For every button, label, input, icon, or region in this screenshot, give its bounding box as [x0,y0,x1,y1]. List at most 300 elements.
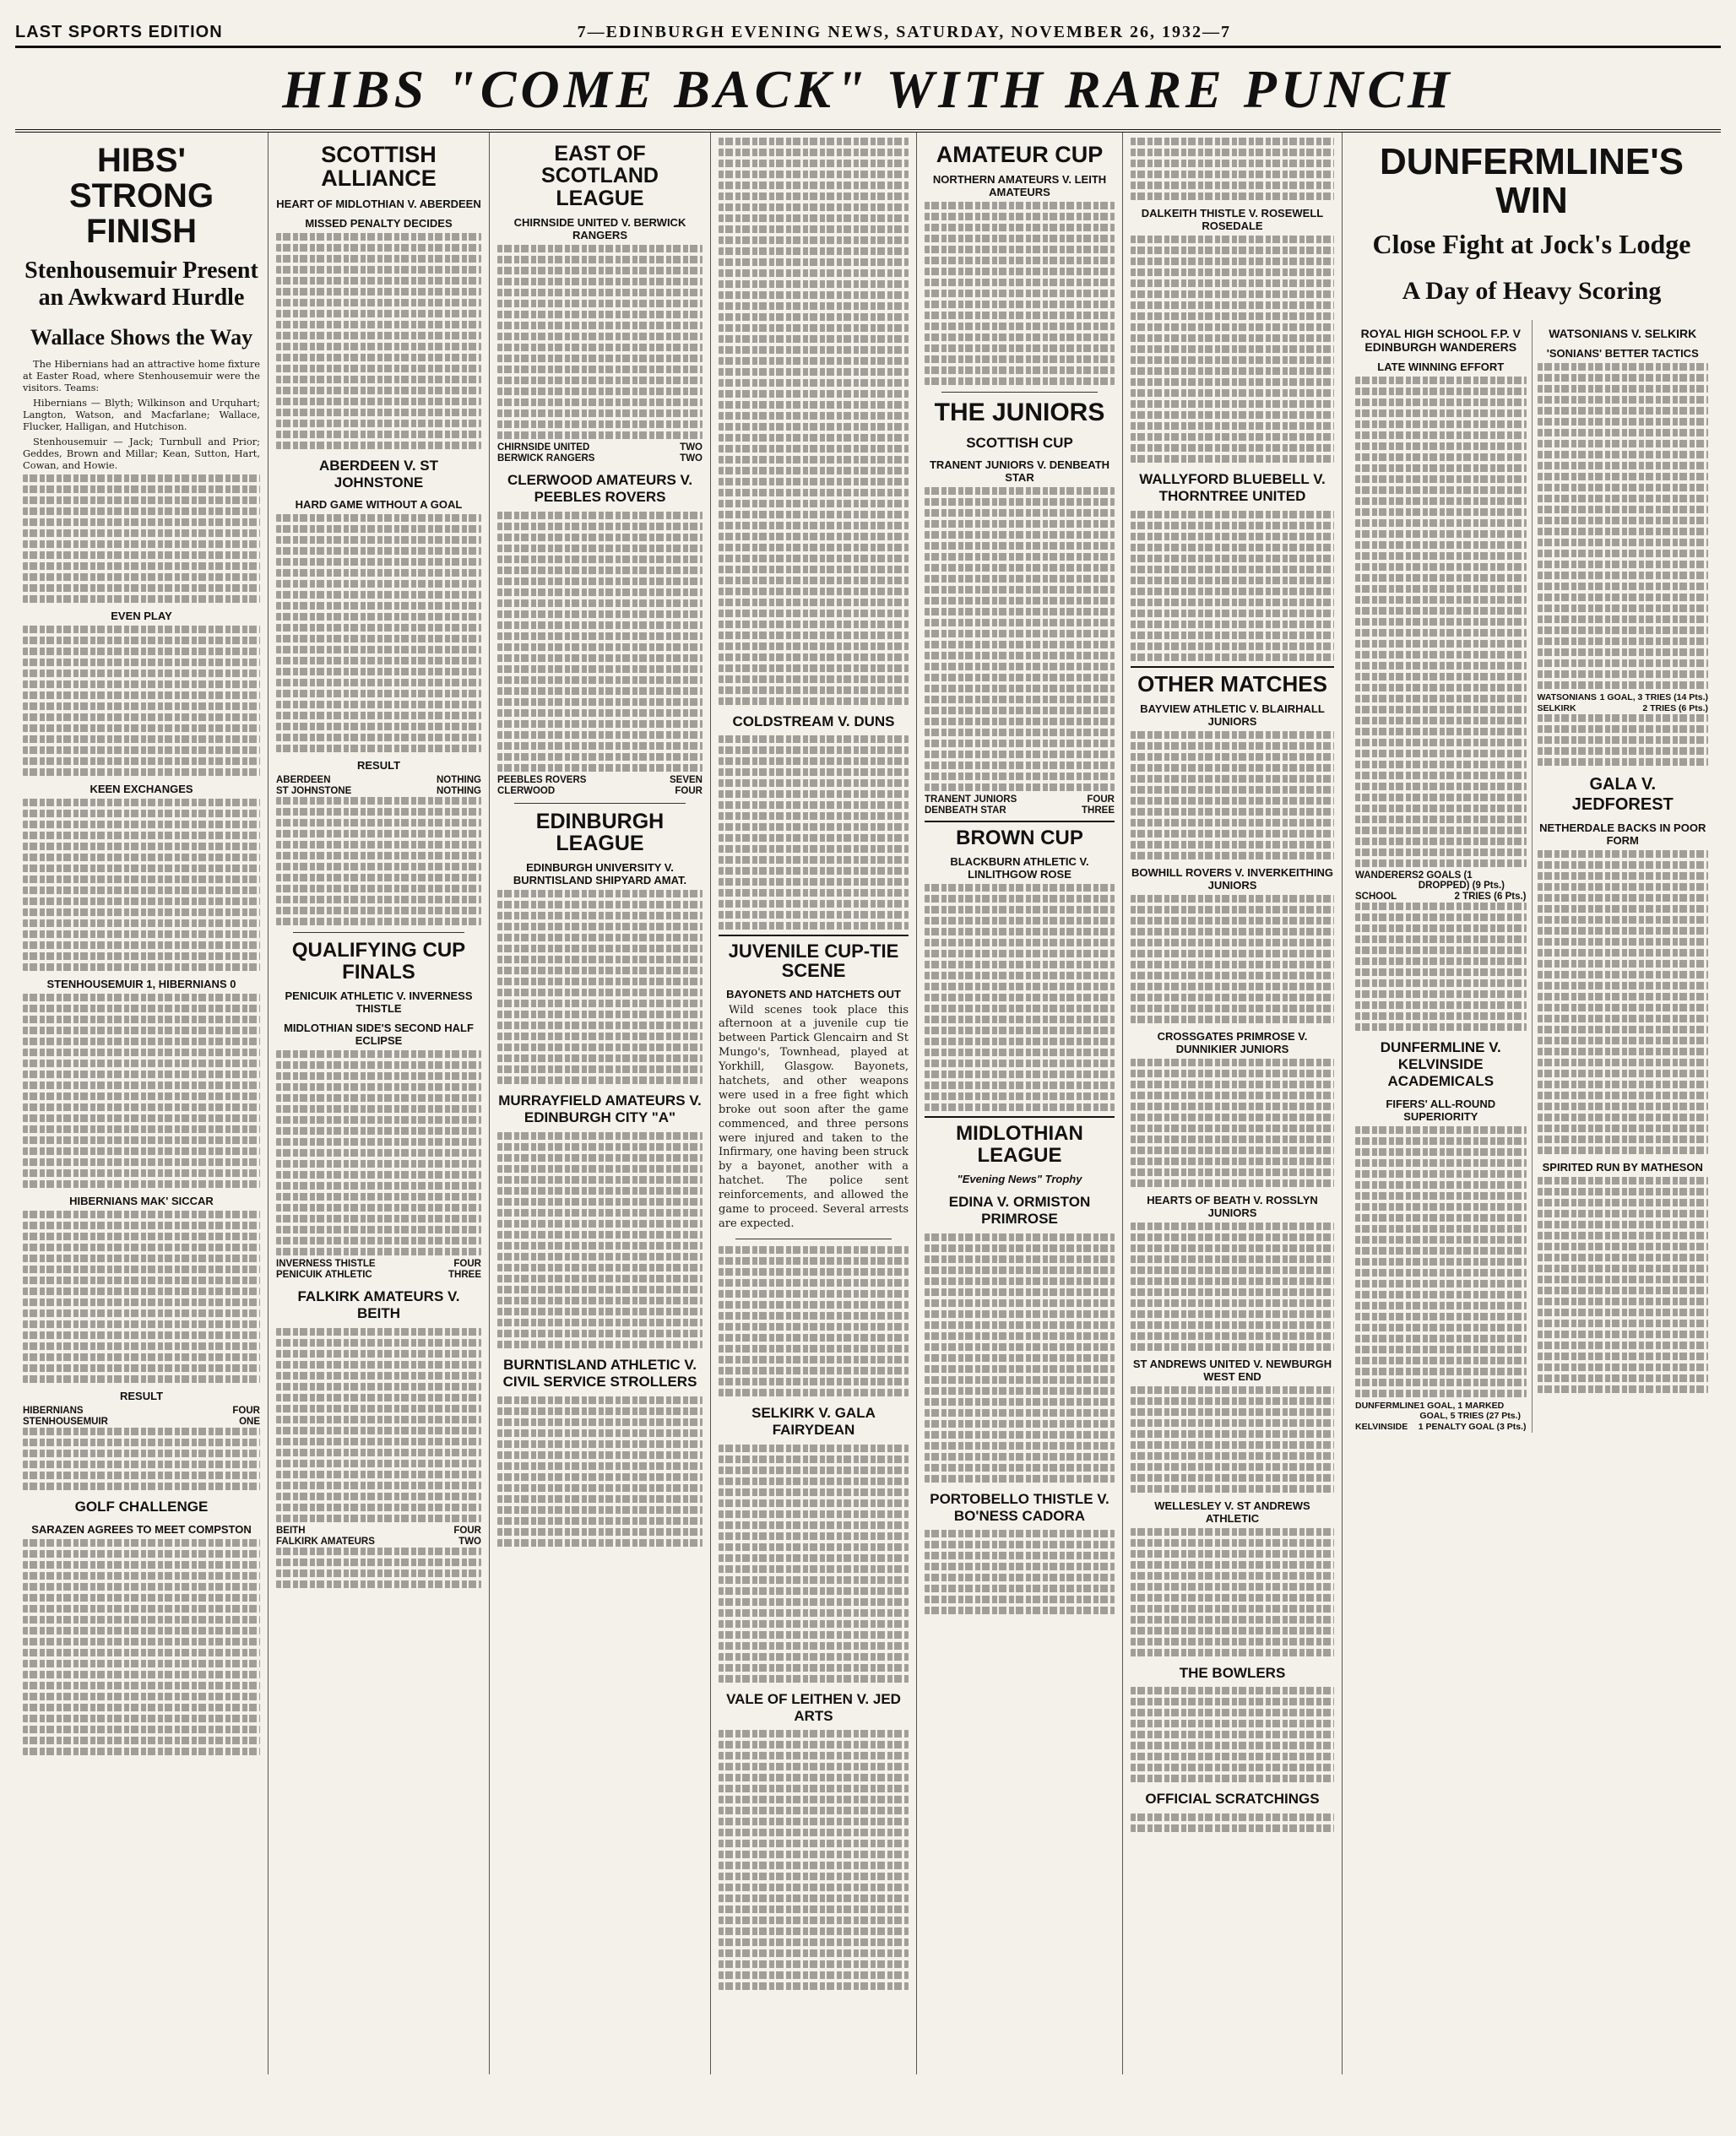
text-line [925,301,1115,308]
columns [15,133,1721,2074]
text-line [23,680,260,688]
subhead: SCOTTISH CUP [966,434,1073,451]
text-line [276,277,481,285]
text-line [1131,1441,1334,1449]
text-line [276,1094,481,1102]
text-line [719,697,909,705]
text-line [1131,1179,1334,1187]
text-line [497,311,703,318]
text-line [1131,1430,1334,1438]
text-line [497,1132,703,1140]
text-line [1538,1309,1709,1316]
text-line [276,1083,481,1091]
text-line [1131,939,1334,946]
text-line [719,1774,909,1781]
text-line [719,500,909,507]
subhead: CLERWOOD AMATEURS V. PEEBLES ROVERS [507,471,693,506]
text-line [1355,1214,1527,1222]
text-line [1538,905,1709,913]
text-line [719,1477,909,1485]
text-line [1538,1114,1709,1121]
result-row: FALKIRK AMATEURS TWO [276,1536,481,1547]
text-line [719,686,909,694]
section-title: JUVENILE CUP-TIE SCENE [719,935,909,980]
text-line [719,922,909,930]
text-line [23,1649,260,1656]
text-line [1131,1550,1334,1558]
text-line [497,1264,703,1271]
text-line [1538,407,1709,415]
text-line [276,745,481,752]
text-line [719,1642,909,1650]
text-line [925,246,1115,253]
text-line [23,1049,260,1056]
text-line [925,1387,1115,1395]
text-line [23,952,260,960]
text-line [276,679,481,686]
text-line [23,1461,260,1468]
subhead: ST ANDREWS UNITED V. NEWBURGH WEST END [1132,1358,1332,1384]
text-line [1355,750,1527,757]
result-row: TRANENT JUNIORS FOUR [925,794,1115,805]
subhead: PENICUIK ATHLETIC V. INVERNESS THISTLE [285,989,473,1015]
column-east-scotland [490,133,711,2074]
text-line [719,1741,909,1748]
text-line [925,1354,1115,1362]
text-line [1355,431,1527,439]
text-line [925,1398,1115,1406]
text-line [925,1332,1115,1340]
text-line [23,1428,260,1435]
text-line [1131,345,1334,353]
text-line [1355,838,1527,845]
edition-label: LAST SPORTS EDITION [15,23,223,41]
text-line [276,613,481,621]
text-line [719,1829,909,1836]
text-line [719,642,909,650]
text-line [1355,673,1527,680]
text-line [276,885,481,892]
text-line [497,901,703,908]
text-line [1131,1594,1334,1602]
text-line [497,1473,703,1481]
text-line [23,507,260,515]
text-line [1355,453,1527,461]
text-line [276,1248,481,1255]
text-line [925,1420,1115,1428]
text-line [925,1530,1115,1537]
subhead: CHIRNSIDE UNITED V. BERWICK RANGERS [513,215,686,241]
text-line [719,555,909,562]
text-line [1131,1616,1334,1624]
text-line [925,1464,1115,1472]
subhead: BAYONETS AND HATCHETS OUT [726,987,901,1000]
column-hibs [15,133,269,2074]
result-row: DUNFERMLINE 1 GOAL, 1 MARKED GOAL, 5 TRIES (27 Pts.) [1355,1400,1522,1421]
text-line [497,333,703,340]
text-line [1131,1638,1334,1645]
text-line [1131,1485,1334,1493]
text-line [1131,1824,1334,1832]
text-line [719,302,909,310]
text-line [1538,1004,1709,1011]
text-line [276,668,481,675]
text-line [497,377,703,384]
text-line [1131,1561,1334,1569]
text-line [497,1176,703,1184]
dateline: 7—EDINBURGH EVENING NEWS, SATURDAY, NOVEMBER 26, 1932—7 [577,23,1232,41]
text-line [719,1543,909,1551]
text-line [1538,1092,1709,1099]
text-line [1355,1137,1527,1145]
text-line [23,1472,260,1479]
text-line [1538,462,1709,469]
text-line [497,534,703,541]
text-line [276,896,481,903]
text-line [1131,1310,1334,1318]
text-line [1131,1157,1334,1165]
text-line [719,401,909,409]
text-line [1131,356,1334,364]
text-line [1131,1731,1334,1738]
text-line [497,420,703,428]
text-line [1538,539,1709,546]
section-title: AMATEUR CUP [936,142,1104,167]
text-line [719,1960,909,1968]
text-line [497,1011,703,1018]
text-line [1355,761,1527,768]
text-line [719,203,909,211]
text-line [23,799,260,806]
text-line [925,674,1115,681]
text-line [925,1541,1115,1548]
text-line [23,1103,260,1111]
text-line [1538,938,1709,946]
text-line [719,1290,909,1298]
text-line [719,236,909,244]
text-line [1131,808,1334,816]
text-line [925,1563,1115,1570]
text-line [925,1607,1115,1614]
text-line [1355,1302,1527,1309]
text-line [925,224,1115,231]
text-line [276,398,481,405]
text-line [1538,1363,1709,1371]
text-line [1131,632,1334,639]
text-line [1355,979,1527,987]
text-line [497,1253,703,1260]
text-line [1355,519,1527,527]
text-line [719,790,909,798]
text-line [719,313,909,321]
text-line [719,1246,909,1254]
text-line [1538,1125,1709,1132]
column-alliance [269,133,490,2074]
text-line [1131,972,1334,979]
text-line [1131,577,1334,584]
text-line [925,377,1115,385]
text-line [925,1343,1115,1351]
result-row: STENHOUSEMUIR ONE [23,1417,260,1428]
text-line [497,643,703,651]
text-line [925,630,1115,637]
text-line [925,498,1115,506]
text-line [1131,247,1334,254]
text-line [497,1451,703,1459]
subhead: VALE OF LEITHEN V. JED ARTS [726,1690,901,1724]
text-line [719,878,909,886]
text-line [497,278,703,285]
text-line [1538,758,1709,766]
text-line [1355,464,1527,472]
text-line [1131,367,1334,375]
subhead: BLACKBURN ATHLETIC V. LINLITHGOW ROSE [950,855,1089,881]
text-line [497,1396,703,1404]
text-line [276,343,481,350]
text-line [1131,1288,1334,1296]
text-line [1538,982,1709,989]
text-line [23,573,260,581]
section-title: QUALIFYING CUP FINALS [291,939,466,984]
text-line [719,423,909,431]
text-line [276,288,481,295]
subhead: FALKIRK AMATEURS V. BEITH [297,1288,460,1322]
text-line [497,1275,703,1282]
text-line [276,734,481,741]
text-line [1355,695,1527,702]
text-line [719,171,909,178]
text-line [1355,1023,1527,1031]
subhead: HEART OF MIDLOTHIAN V. ABERDEEN [276,197,481,210]
text-line [23,1550,260,1558]
text-line [497,1143,703,1151]
text-line [276,690,481,697]
text-line [1131,182,1334,189]
text-line [1355,1159,1527,1167]
text-line [276,1328,481,1336]
text-line [719,1257,909,1265]
text-line [23,1244,260,1251]
text-line [497,1165,703,1173]
text-line [925,531,1115,539]
text-line [23,1222,260,1229]
text-line [23,474,260,482]
text-line [23,1114,260,1122]
text-line [23,757,260,765]
text-line [1355,1258,1527,1266]
text-line [925,1027,1115,1034]
text-line [1538,681,1709,689]
text-line [925,553,1115,561]
text-line [719,1664,909,1672]
text-line [719,214,909,222]
text-line [1538,1059,1709,1066]
text-line [1131,1016,1334,1023]
subhead: WATSONIANS V. SELKIRK [1549,326,1697,340]
result-row: HIBERNIANS FOUR [23,1406,260,1417]
text-line [719,1466,909,1474]
text-line [719,1895,909,1902]
text-line [1355,1280,1527,1288]
text-line [497,1462,703,1470]
text-line [276,409,481,416]
text-line [1538,1385,1709,1393]
text-line [1538,1048,1709,1055]
result-row: WANDERERS 2 GOALS (1 DROPPED) (9 Pts.) [1355,870,1505,891]
article-title: HIBS' STRONG FINISH [68,142,214,250]
text-line [1131,1463,1334,1471]
text-line [719,867,909,875]
text-line [497,245,703,252]
text-line [23,865,260,872]
text-line [1131,312,1334,320]
subhead: HARD GAME WITHOUT A GOAL [295,498,463,512]
text-line [1131,588,1334,595]
text-line [23,919,260,927]
text-line [719,1730,909,1738]
text-line [1131,928,1334,935]
text-line [1538,1103,1709,1110]
article-text: Wild scenes took place this afternoon at a juvenile cup tie between Partick Glencairn and St Mungo's, Townhead, played at Yorkhill, Glasgow. Bayonets, hatchets, and other weapons were used in a free fight which broke out soon after the game commenced, and three persons were injured and taken to the Infirmary, one having been struck by a bayonet, another with a hatchet. The police sent reinforcements, and allowed the game to proceed. Several arrests are expected. [719,1003,909,1230]
subhead: EVEN PLAY [111,610,172,623]
text-line [276,266,481,274]
text-line [925,994,1115,1001]
text-line [497,289,703,296]
text-line [497,654,703,662]
text-line [925,1005,1115,1012]
text-line [23,876,260,883]
text-line [1355,957,1527,965]
text-line [719,1884,909,1891]
text-line [1355,475,1527,483]
text-line [497,632,703,640]
text-line [497,967,703,974]
text-line [1355,739,1527,746]
text-line [1131,994,1334,1001]
text-line [1538,659,1709,667]
text-line [23,595,260,603]
text-line [276,830,481,838]
subhead: ABERDEEN V. ST JOHNSTONE [318,457,439,491]
text-line [719,522,909,529]
text-line [925,641,1115,648]
subhead: DALKEITH THISTLE V. ROSEWELL ROSEDALE [1141,207,1324,232]
subhead: RESULT [119,1390,164,1403]
text-line [1131,1070,1334,1077]
text-line [276,1237,481,1244]
text-line [719,324,909,332]
text-line [925,1277,1115,1285]
text-line [1355,1126,1527,1134]
text-line [925,762,1115,769]
text-line [1538,473,1709,480]
text-line [497,398,703,406]
text-line [497,1528,703,1536]
result-row: BEITH FOUR [276,1525,481,1536]
text-line [23,584,260,592]
text-line [1131,1709,1334,1716]
text-line [1131,389,1334,397]
text-line [925,983,1115,990]
subhead: THE BOWLERS [1179,1665,1286,1682]
subhead: LATE WINNING EFFORT [1377,360,1505,373]
text-line [1355,541,1527,549]
text-line [1538,1147,1709,1154]
newspaper-page [15,14,1721,2107]
text-line [719,258,909,266]
text-line [1355,1390,1527,1397]
text-line [1355,859,1527,867]
text-line [1131,411,1334,419]
text-line [719,1345,909,1353]
text-line [719,1488,909,1496]
text-line [1131,1114,1334,1121]
result-row: INVERNESS THISTLE FOUR [276,1258,481,1269]
text-line [497,1000,703,1007]
text-line [925,619,1115,626]
text-line [1355,651,1527,659]
text-line [719,1334,909,1342]
text-line [925,279,1115,286]
text-line [1131,160,1334,167]
text-line [1538,1232,1709,1239]
text-line [497,1198,703,1206]
text-line [1131,1687,1334,1694]
text-line [276,354,481,361]
text-line [1131,1343,1334,1351]
subhead: STENHOUSEMUIR 1, HIBERNIANS 0 [46,978,236,991]
text-line [276,1193,481,1201]
subhead: "Evening News" Trophy [957,1172,1082,1185]
text-line [276,1116,481,1124]
text-line [719,1499,909,1507]
text-line [1131,149,1334,156]
text-line [23,1158,260,1166]
text-line [276,701,481,708]
text-line [1355,1001,1527,1009]
text-line [1131,1452,1334,1460]
text-line [925,366,1115,374]
subhead: MURRAYFIELD AMATEURS V. EDINBURGH CITY "A" [498,1092,702,1126]
text-line [925,520,1115,528]
result-row: PEEBLES ROVERS SEVEN [497,774,703,785]
text-line [1355,398,1527,406]
text-line [1355,574,1527,582]
text-line [1355,596,1527,604]
result-row: CHIRNSIDE UNITED TWO [497,442,703,453]
text-line [1131,1168,1334,1176]
text-line [719,1389,909,1396]
text-line [23,941,260,949]
text-line [276,723,481,730]
text-line [276,635,481,642]
text-line [276,1204,481,1212]
text-line [23,1638,260,1645]
text-line [1355,442,1527,450]
text-line [1538,971,1709,979]
text-line [497,610,703,618]
text-line [1131,522,1334,529]
text-line [497,753,703,761]
text-line [719,1609,909,1617]
text-line [1131,852,1334,859]
text-line [23,1375,260,1383]
text-line [276,514,481,522]
text-line [1131,895,1334,903]
text-line [1355,1247,1527,1255]
text-line [276,808,481,816]
text-line [1131,1299,1334,1307]
